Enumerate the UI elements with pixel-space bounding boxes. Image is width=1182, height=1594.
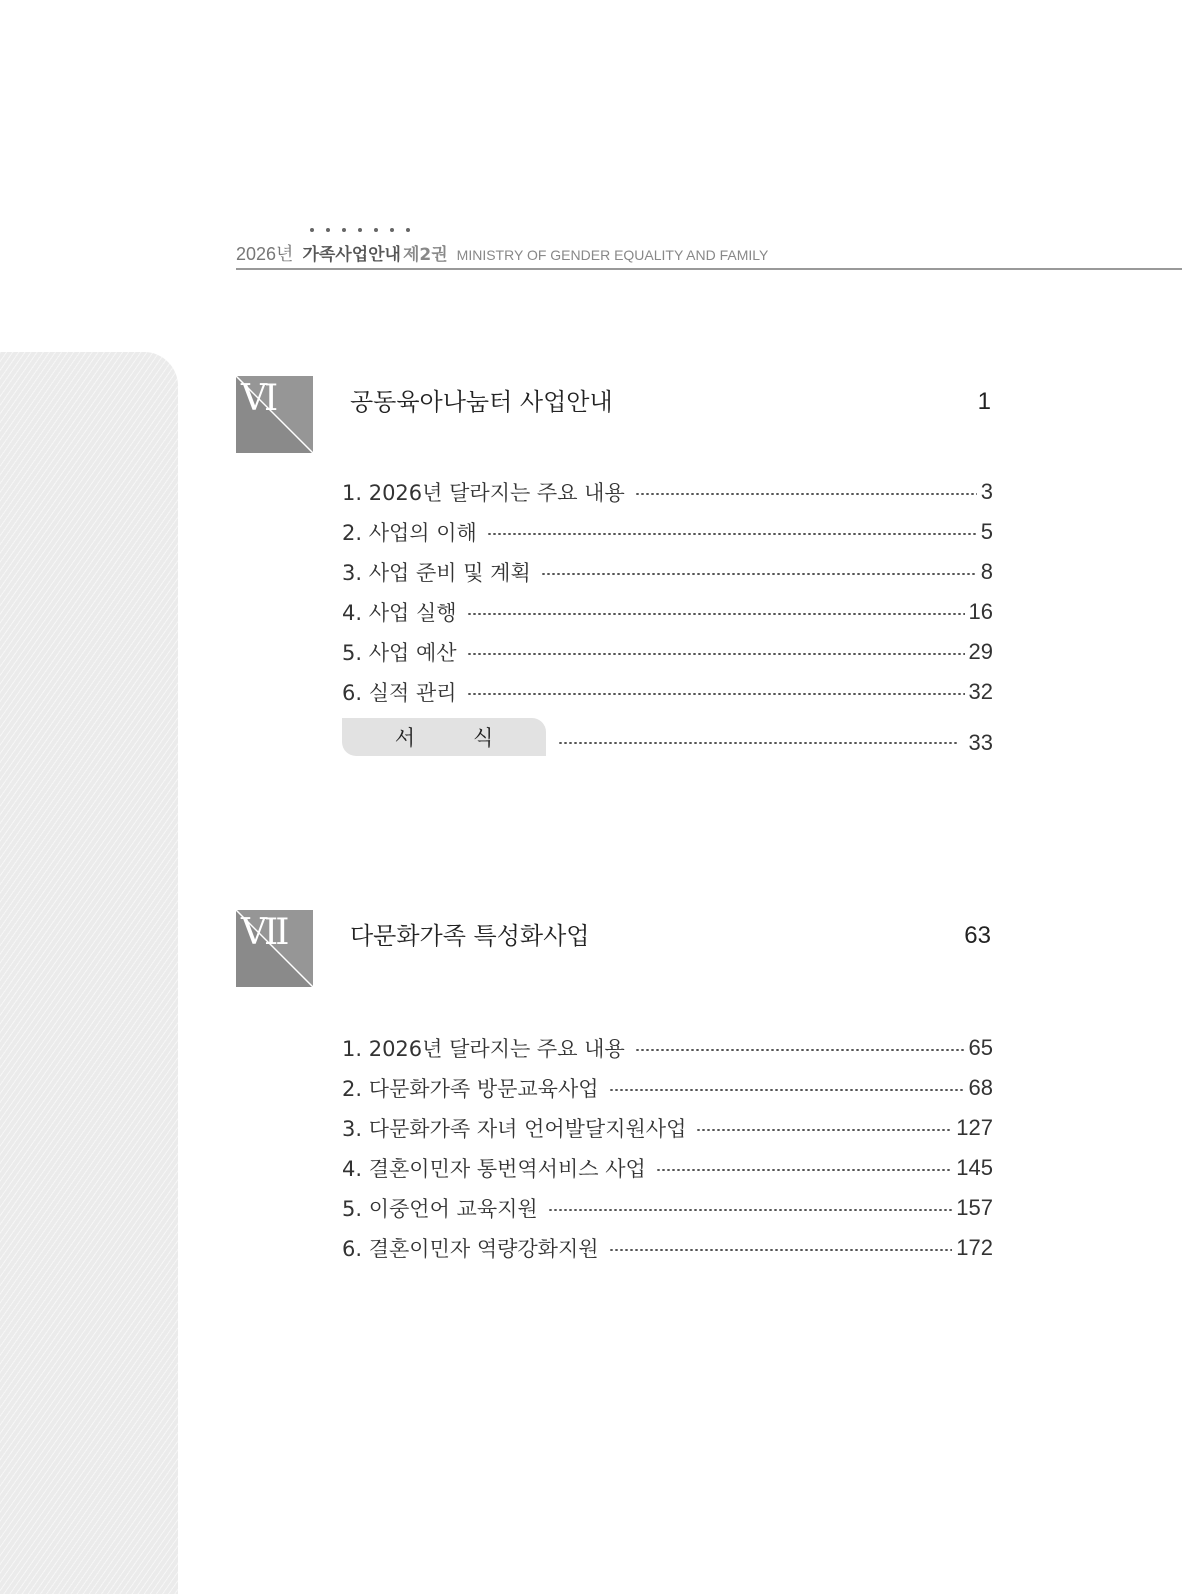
toc-entry-page: 157 <box>956 1195 993 1220</box>
toc-entry-label: 4. 사업 실행 <box>342 601 457 625</box>
dot-leader <box>487 533 977 535</box>
header-ministry-name: MINISTRY OF GENDER EQUALITY AND FAMILY <box>456 247 769 263</box>
toc-entry-page: 32 <box>968 679 993 704</box>
toc-entry[interactable] <box>342 472 993 512</box>
toc-entry[interactable] <box>342 512 993 552</box>
dot-leader <box>656 1169 953 1171</box>
dot-leader <box>635 1049 965 1051</box>
toc-entry-label: 1. 2026년 달라지는 주요 내용 <box>342 1037 625 1061</box>
chapter-title[interactable]: 공동육아나눔터 사업안내 <box>350 388 613 416</box>
header-year: 2026년 <box>236 244 294 264</box>
toc-entry[interactable] <box>342 552 993 592</box>
chapter-title[interactable]: 다문화가족 특성화사업 <box>350 922 590 950</box>
toc-entry-page: 172 <box>956 1235 993 1260</box>
toc-entry-label: 3. 사업 준비 및 계획 <box>342 561 531 585</box>
chapter-numeral-badge <box>236 376 313 453</box>
toc-entry-page: 33 <box>968 730 993 755</box>
dot-leader <box>467 693 965 695</box>
toc-entry-page: 65 <box>968 1035 993 1060</box>
toc-entry-label: 6. 실적 관리 <box>342 681 457 705</box>
toc-entry-page: 127 <box>956 1115 993 1140</box>
toc-entry-page: 3 <box>980 479 993 504</box>
toc-entry[interactable] <box>342 1108 993 1148</box>
toc-entry-label: 1. 2026년 달라지는 주요 내용 <box>342 481 625 505</box>
forms-tab-char: 서 <box>394 726 415 750</box>
toc-entry[interactable] <box>342 1228 993 1268</box>
toc-entry[interactable] <box>342 1148 993 1188</box>
toc-entry-page: 8 <box>980 559 993 584</box>
toc-entry-page: 5 <box>980 519 993 544</box>
header-text <box>236 240 768 266</box>
header-rule <box>236 268 1182 270</box>
toc-entry[interactable] <box>342 672 993 712</box>
toc-entry[interactable] <box>342 1028 993 1068</box>
toc-entry[interactable] <box>342 592 993 632</box>
side-decoration-band <box>0 352 178 1594</box>
toc-entry-page: 29 <box>968 639 993 664</box>
dot-leader <box>467 653 965 655</box>
chapter-numeral: VI <box>241 378 276 419</box>
dot-leader <box>467 613 965 615</box>
toc-entry-page: 145 <box>956 1155 993 1180</box>
chapter-numeral-badge <box>236 910 313 987</box>
dot-leader <box>548 1209 953 1211</box>
toc-entry-label: 5. 이중언어 교육지원 <box>342 1197 538 1221</box>
toc-list <box>342 472 993 762</box>
dot-leader <box>609 1089 965 1091</box>
dot-leader <box>696 1129 952 1131</box>
header-title: 가족사업안내 <box>302 245 401 265</box>
toc-entry-page: 68 <box>968 1075 993 1100</box>
toc-entry-label: 2. 다문화가족 방문교육사업 <box>342 1077 599 1101</box>
header-volume: 제2권 <box>402 245 448 265</box>
toc-entry[interactable] <box>342 632 993 672</box>
chapter-page-number: 63 <box>964 922 991 949</box>
header-dot-ornament <box>310 228 410 232</box>
forms-tab-char: 식 <box>473 726 494 750</box>
dot-leader <box>635 493 977 495</box>
toc-entry[interactable] <box>342 1068 993 1108</box>
dot-leader <box>609 1249 953 1251</box>
toc-entry-label: 6. 결혼이민자 역량강화지원 <box>342 1237 599 1261</box>
toc-entry-label: 3. 다문화가족 자녀 언어발달지원사업 <box>342 1117 687 1141</box>
toc-entry-page: 16 <box>968 599 993 624</box>
toc-list <box>342 1028 993 1268</box>
running-header <box>236 222 1182 272</box>
toc-entry-label: 4. 결혼이민자 통번역서비스 사업 <box>342 1157 646 1181</box>
chapter-page-number: 1 <box>977 388 991 415</box>
dot-leader <box>541 573 977 575</box>
dot-leader <box>558 742 957 744</box>
toc-entry-label: 2. 사업의 이해 <box>342 521 477 545</box>
toc-entry-forms[interactable] <box>342 712 993 762</box>
toc-entry[interactable] <box>342 1188 993 1228</box>
chapter-numeral: VII <box>241 912 287 953</box>
forms-tab <box>342 718 546 756</box>
toc-entry-label: 5. 사업 예산 <box>342 641 457 665</box>
